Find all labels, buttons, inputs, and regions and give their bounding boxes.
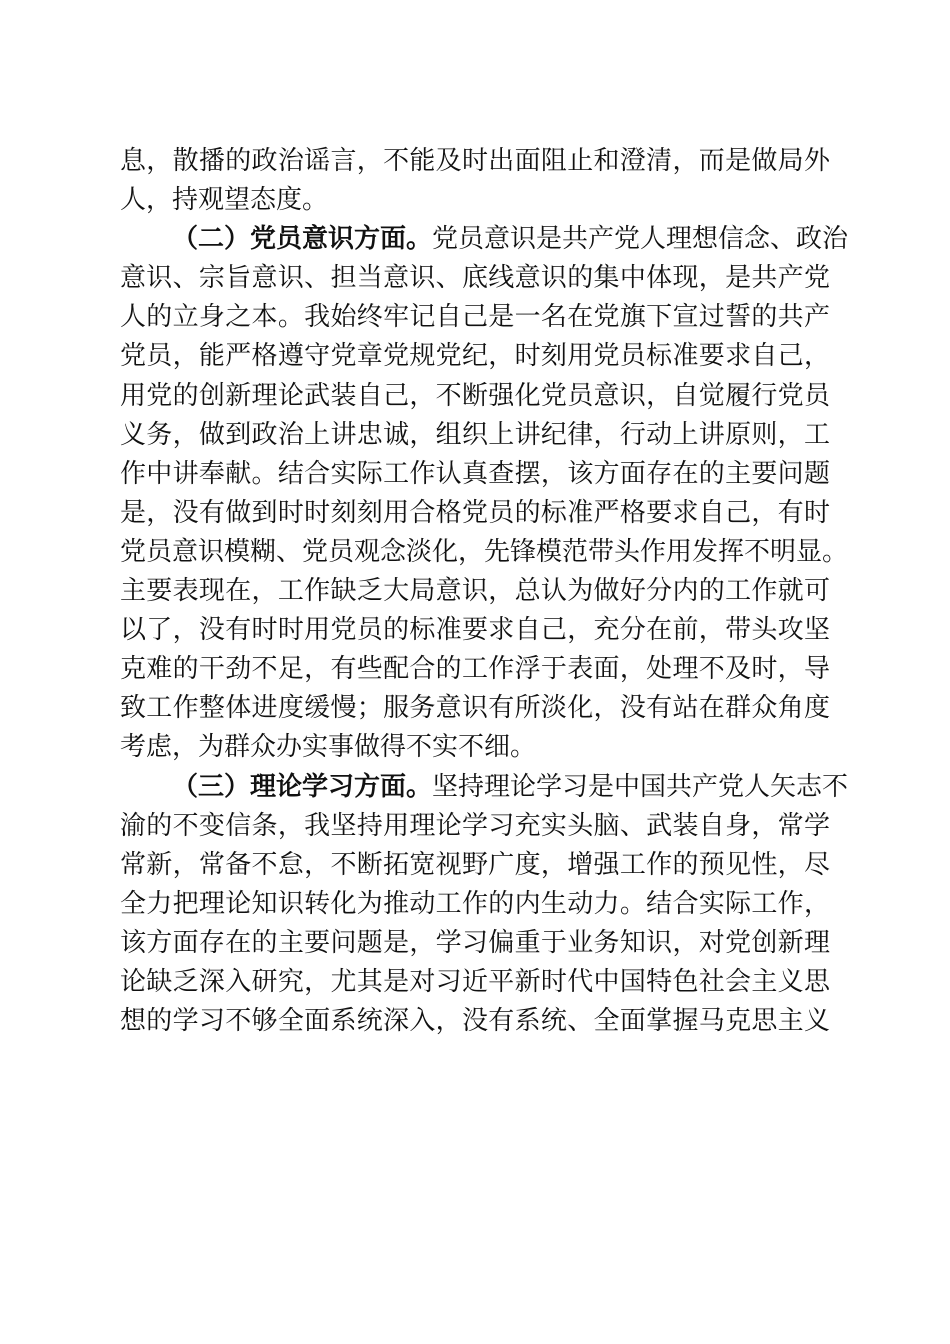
text-line: 渝的不变信条，我坚持用理论学习充实头脑、武装自身，常学 [120, 810, 830, 841]
text-line: 致工作整体进度缓慢；服务意识有所淡化，没有站在群众角度 [120, 693, 830, 724]
text-line: 息，散播的政治谣言，不能及时出面阻止和澄清，而是做局外 [120, 146, 830, 176]
text-line: 主要表现在，工作缺乏大局意识，总认为做好分内的工作就可 [120, 576, 830, 607]
text-line: 全力把理论知识转化为推动工作的内生动力。结合实际工作， [120, 888, 830, 919]
paragraph-theory-study [120, 768, 849, 1042]
text-line: 作中讲奉献。结合实际工作认真查摆，该方面存在的主要问题 [120, 458, 830, 489]
document-body [120, 142, 849, 1041]
text-line: 论缺乏深入研究，尤其是对习近平新时代中国特色社会主义思 [120, 966, 830, 997]
text-line: 是，没有做到时时刻刻用合格党员的标准严格要求自己，有时 [120, 497, 830, 528]
section-heading: （三）理论学习方面。 [172, 771, 433, 802]
text-line: 党员意识模糊、党员观念淡化，先锋模范带头作用发挥不明显。 [120, 536, 849, 567]
text-line: 意识、宗旨意识、担当意识、底线意识的集中体现，是共产党 [120, 263, 830, 294]
paragraph-party-member-awareness [120, 220, 849, 767]
text-line: 该方面存在的主要问题是，学习偏重于业务知识，对党创新理 [120, 927, 830, 958]
section-heading: （二）党员意识方面。 [172, 224, 433, 255]
paragraph-first-line [120, 768, 849, 807]
text-line: 克难的干劲不足，有些配合的工作浮于表面，处理不及时，导 [120, 654, 830, 685]
text-line: 以了，没有时时用党员的标准要求自己，充分在前，带头攻坚 [120, 615, 830, 646]
text-line: 常新，常备不怠，不断拓宽视野广度，增强工作的预见性，尽 [120, 849, 830, 880]
text-run: 坚持理论学习是中国共产党人矢志不 [432, 771, 849, 802]
text-line: 用党的创新理论武装自己，不断强化党员意识，自觉履行党员 [120, 380, 830, 411]
text-line: 人的立身之本。我始终牢记自己是一名在党旗下宣过誓的共产 [120, 302, 830, 333]
text-run: 党员意识是共产党人理想信念、政治 [432, 224, 849, 255]
text-line: 想的学习不够全面系统深入，没有系统、全面掌握马克思主义 [120, 1006, 830, 1037]
text-line: 人，持观望态度。 [120, 185, 329, 216]
paragraph-continuation [120, 142, 830, 220]
paragraph-first-line [120, 220, 849, 259]
text-line: 党员，能严格遵守党章党规党纪，时刻用党员标准要求自己， [120, 341, 830, 372]
text-line: 考虑，为群众办实事做得不实不细。 [120, 732, 537, 763]
text-line: 义务，做到政治上讲忠诚，组织上讲纪律，行动上讲原则，工 [120, 419, 830, 450]
